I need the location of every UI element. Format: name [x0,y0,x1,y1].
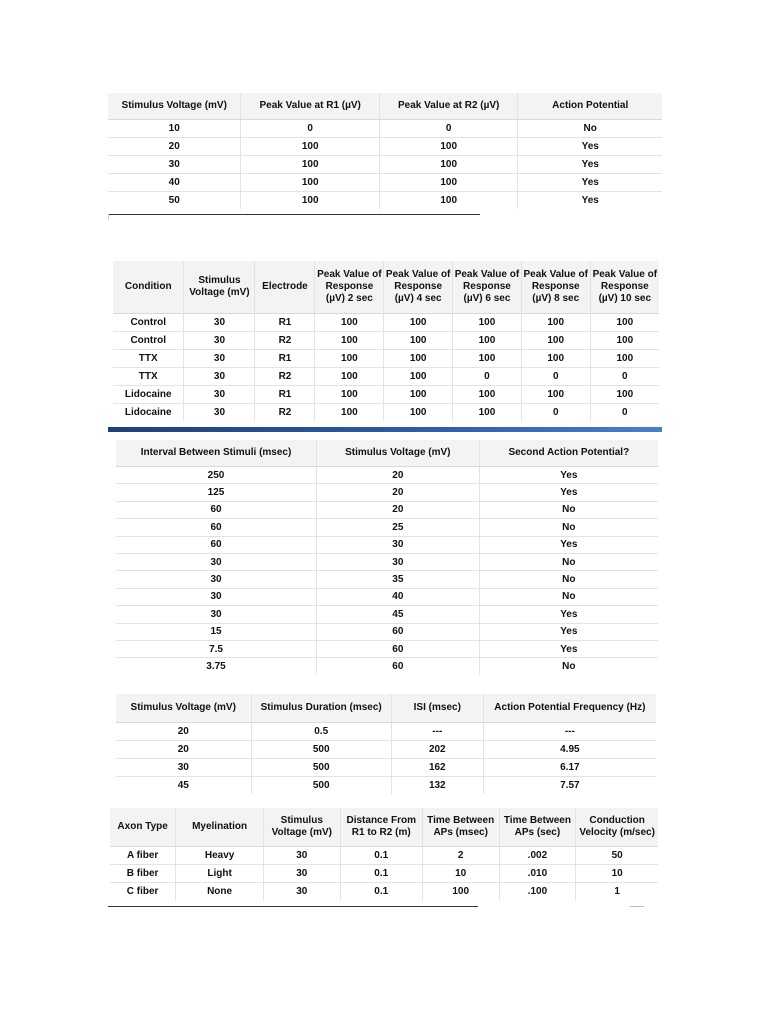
divider-line [108,214,480,215]
table-row [116,571,658,588]
table-cell: 50 [576,847,658,865]
table-cell: 30 [184,332,255,350]
table-cell: 60 [317,623,480,640]
table-cell: 20 [317,484,480,501]
table-cell: No [479,571,658,588]
table-row [110,865,658,883]
table-cell: 0 [521,368,590,386]
col-header: Peak Value at R2 (µV) [379,93,518,120]
table-cell: 60 [116,536,317,553]
action-potential-frequency-table [116,694,656,794]
table-cell: 100 [521,314,590,332]
col-header: Myelination [176,808,264,847]
table-cell: Light [176,865,264,883]
section-divider-bar [108,427,662,432]
table-cell: 60 [116,501,317,518]
table-cell: No [479,519,658,536]
table-cell: 60 [116,519,317,536]
table-cell: 20 [116,723,251,741]
table-cell: 100 [521,332,590,350]
table-cell: Yes [479,623,658,640]
table-cell: 0.1 [340,865,422,883]
col-header: Stimulus Voltage (mV) [263,808,340,847]
col-header: Condition [113,261,184,314]
table-cell: 60 [317,658,480,675]
table-cell: 100 [379,138,518,156]
table-row [116,777,656,795]
table-cell: TTX [113,368,184,386]
table-cell: 100 [453,314,522,332]
table-cell: No [518,120,662,138]
table-row [116,623,658,640]
table-cell: Yes [479,536,658,553]
col-header: ISI (msec) [391,694,483,723]
table-cell: Yes [518,192,662,210]
table-cell: R1 [255,314,315,332]
table-cell: 30 [184,368,255,386]
table-cell: 20 [116,741,251,759]
table-cell: 100 [453,332,522,350]
table-cell: 162 [391,759,483,777]
refractory-period-table [116,440,658,675]
table-cell: 30 [184,386,255,404]
table-cell: 35 [317,571,480,588]
table-cell: 20 [108,138,241,156]
table-cell: R2 [255,368,315,386]
table-cell: 100 [384,350,453,368]
table-cell: Yes [479,640,658,657]
table-cell: 0 [590,404,659,422]
table-cell: Yes [518,138,662,156]
col-header: Peak Value of Response (µV) 2 sec [315,261,384,314]
table-cell: 50 [108,192,241,210]
table-row [110,883,658,901]
table-cell: Control [113,314,184,332]
table-cell: 100 [241,192,380,210]
table-cell: 100 [379,174,518,192]
table-cell: Heavy [176,847,264,865]
table-row [108,138,662,156]
table-cell: 100 [384,332,453,350]
table-cell: 0 [379,120,518,138]
table-cell: Yes [479,484,658,501]
table-cell: 100 [241,138,380,156]
table-row [116,588,658,605]
table-row [116,536,658,553]
table-cell: Lidocaine [113,404,184,422]
table-cell: R1 [255,350,315,368]
table-cell: 100 [315,314,384,332]
table-cell: 30 [184,404,255,422]
col-header: Axon Type [110,808,176,847]
table-cell: 30 [263,847,340,865]
table-cell: 2 [422,847,499,865]
table-cell: 45 [116,777,251,795]
table-cell: 0.5 [251,723,391,741]
table-cell: 30 [263,865,340,883]
table-cell: .010 [499,865,576,883]
table-cell: 25 [317,519,480,536]
divider-line [630,906,644,907]
table-cell: 100 [379,192,518,210]
table-cell: 3.75 [116,658,317,675]
table-cell: 30 [317,553,480,570]
table-cell: 100 [384,404,453,422]
col-header: Peak Value of Response (µV) 8 sec [521,261,590,314]
col-header: Action Potential [518,93,662,120]
col-header: Interval Between Stimuli (msec) [116,440,317,467]
table-cell: TTX [113,350,184,368]
table-cell: Yes [479,467,658,484]
table-cell: 100 [590,350,659,368]
table-cell: A fiber [110,847,176,865]
table-row [116,741,656,759]
table-row [116,640,658,657]
table-row [116,501,658,518]
table-cell: 30 [116,553,317,570]
table-cell: 10 [576,865,658,883]
table-row [113,368,659,386]
table-cell: 100 [241,156,380,174]
table-cell: Lidocaine [113,386,184,404]
table-cell: C fiber [110,883,176,901]
table-cell: 100 [384,368,453,386]
table-cell: 20 [317,501,480,518]
col-header: Action Potential Frequency (Hz) [483,694,656,723]
col-header: Electrode [255,261,315,314]
table-cell: 30 [317,536,480,553]
col-header: Peak Value of Response (µV) 6 sec [453,261,522,314]
table-cell: Yes [479,606,658,623]
table-cell: --- [391,723,483,741]
table-row [116,723,656,741]
table-cell: No [479,553,658,570]
table-cell: 0 [241,120,380,138]
table-cell: 30 [116,571,317,588]
table-cell: 30 [108,156,241,174]
stimulus-voltage-table [108,93,662,209]
table-cell: 100 [315,386,384,404]
table-cell: 15 [116,623,317,640]
table-cell: B fiber [110,865,176,883]
table-cell: 100 [590,314,659,332]
table-cell: 250 [116,467,317,484]
table-cell: 100 [521,386,590,404]
table-cell: 100 [453,350,522,368]
col-header: Stimulus Voltage (mV) [108,93,241,120]
table-cell: 30 [116,606,317,623]
table-cell: 500 [251,777,391,795]
table-cell: 100 [384,386,453,404]
col-header: Peak Value at R1 (µV) [241,93,380,120]
table-cell: .002 [499,847,576,865]
table-cell: 100 [453,404,522,422]
col-header: Conduction Velocity (m/sec) [576,808,658,847]
table-cell: No [479,501,658,518]
table-cell: 100 [315,332,384,350]
table-cell: 10 [422,865,499,883]
table-cell: 30 [116,759,251,777]
divider-line [108,214,109,220]
table-cell: 500 [251,759,391,777]
table-row [116,519,658,536]
table-cell: No [479,658,658,675]
table-cell: 20 [317,467,480,484]
col-header: Peak Value of Response (µV) 10 sec [590,261,659,314]
table-row [116,759,656,777]
divider-line [108,906,478,907]
table-cell: Yes [518,174,662,192]
conduction-velocity-table [110,808,658,900]
table-cell: 30 [116,588,317,605]
table-row [116,658,658,675]
drug-condition-table [113,261,659,421]
table-cell: 100 [590,386,659,404]
col-header: Stimulus Duration (msec) [251,694,391,723]
table-row [108,156,662,174]
table-cell: 6.17 [483,759,656,777]
table-cell: 100 [521,350,590,368]
table-row [116,484,658,501]
table-row [116,606,658,623]
table-cell: 202 [391,741,483,759]
table-row [113,404,659,422]
col-header: Stimulus Voltage (mV) [116,694,251,723]
table-cell: 1 [576,883,658,901]
table-cell: 30 [184,350,255,368]
table-cell: 40 [317,588,480,605]
table-cell: 125 [116,484,317,501]
col-header: Distance From R1 to R2 (m) [340,808,422,847]
table-cell: 100 [422,883,499,901]
table-cell: 100 [241,174,380,192]
table-cell: 10 [108,120,241,138]
table-cell: None [176,883,264,901]
col-header: Time Between APs (sec) [499,808,576,847]
table-cell: 4.95 [483,741,656,759]
col-header: Peak Value of Response (µV) 4 sec [384,261,453,314]
table-row [113,332,659,350]
table-cell: 100 [379,156,518,174]
col-header: Stimulus Voltage (mV) [184,261,255,314]
table-cell: 7.5 [116,640,317,657]
table-row [113,314,659,332]
table-row [108,174,662,192]
table-cell: 40 [108,174,241,192]
col-header: Time Between APs (msec) [422,808,499,847]
table-cell: 45 [317,606,480,623]
table-cell: 0.1 [340,883,422,901]
table-cell: 0 [453,368,522,386]
table-cell: 60 [317,640,480,657]
table-cell: .100 [499,883,576,901]
table-cell: 0 [521,404,590,422]
table-cell: 132 [391,777,483,795]
table-row [113,386,659,404]
table-cell: R2 [255,404,315,422]
table-row [108,192,662,210]
table-cell: 500 [251,741,391,759]
table-row [113,350,659,368]
table-cell: No [479,588,658,605]
table-cell: 30 [263,883,340,901]
table-row [116,467,658,484]
col-header: Stimulus Voltage (mV) [317,440,480,467]
table-cell: 30 [184,314,255,332]
table-cell: 100 [453,386,522,404]
table-row [108,120,662,138]
table-cell: 100 [384,314,453,332]
col-header: Second Action Potential? [479,440,658,467]
table-cell: 100 [315,404,384,422]
table-cell: --- [483,723,656,741]
table-cell: Yes [518,156,662,174]
table-cell: R1 [255,386,315,404]
table-cell: 7.57 [483,777,656,795]
table-cell: 0 [590,368,659,386]
table-cell: Control [113,332,184,350]
table-cell: 0.1 [340,847,422,865]
table-cell: 100 [590,332,659,350]
table-cell: R2 [255,332,315,350]
table-cell: 100 [315,368,384,386]
table-cell: 100 [315,350,384,368]
table-row [110,847,658,865]
table-row [116,553,658,570]
